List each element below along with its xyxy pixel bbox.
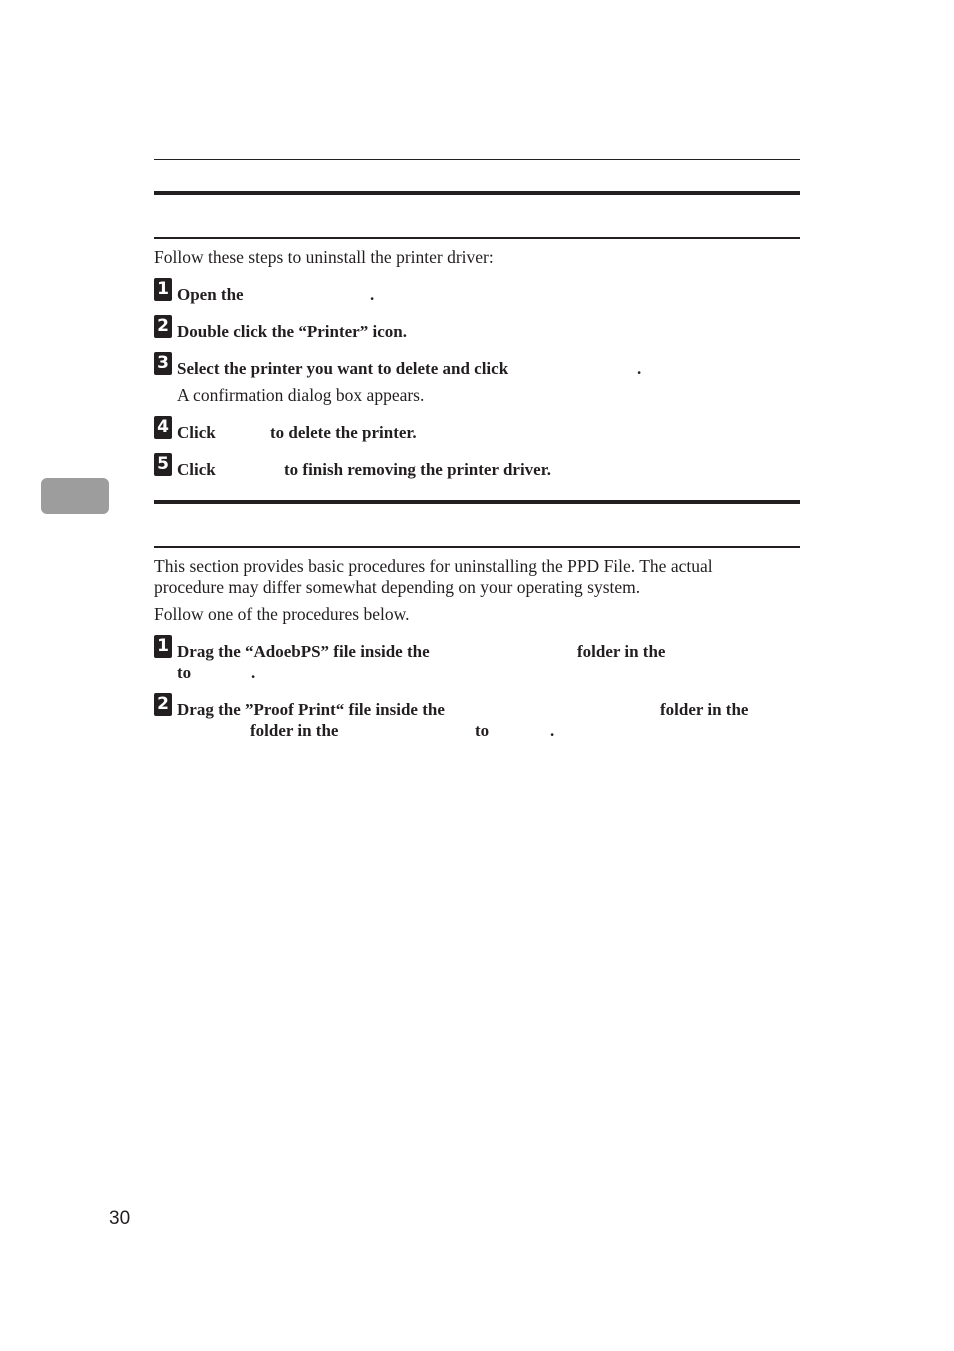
section1-intro: Follow these steps to uninstall the printer driver: [154,247,494,267]
ppd-step-2-text-b: folder in the [660,700,749,719]
section2-intro-line1: This section provides basic procedures for uninstalling the PPD File. The actual [154,556,713,576]
step-number-1: 1 [154,278,172,301]
step-3-text-b: . [637,359,642,378]
ppd-step-1-text-d: . [251,663,256,682]
ppd-step-number-1: 1 [154,635,172,658]
step-5-text-b: to finish removing the printer driver. [284,460,551,479]
ppd-step-1-text-a: Drag the “AdoebPS” file inside the [177,642,430,661]
ppd-step-1-text-b: folder in the [577,642,666,661]
step-number-2: 2 [154,315,172,338]
section2-follow: Follow one of the procedures below. [154,604,410,624]
step-number-4: 4 [154,416,172,439]
step-1-text-b: . [370,285,375,304]
header-rule [154,159,800,160]
step-3-text-a: Select the printer you want to delete and click [177,359,509,378]
ppd-step-2-text-e: . [550,721,555,740]
step-1-text-a: Open the [177,285,244,304]
section1-heading-bottom-rule [154,237,800,239]
step-4-text-b: to delete the printer. [270,423,417,442]
step-5-text-a: Click [177,460,216,479]
step-number-3: 3 [154,352,172,375]
step-4-text-a: Click [177,423,216,442]
step-3-note: A confirmation dialog box appears. [177,385,425,405]
ppd-step-2-text-c: folder in the [250,721,339,740]
section2-heading-bottom-rule [154,546,800,548]
section2-intro-line2: procedure may differ somewhat depending on your operating system. [154,577,641,597]
ppd-step-2-text-d: to [475,721,490,740]
ppd-step-number-2: 2 [154,693,172,716]
section1-heading-top-rule [154,191,800,195]
ppd-step-1-text-c: to [177,663,192,682]
ppd-step-2-text-a: Drag the ”Proof Print“ file inside the [177,700,445,719]
step-number-5: 5 [154,453,172,476]
page-number: 30 [109,1208,131,1229]
chapter-tab [41,478,109,514]
step-2-text: Double click the “Printer” icon. [177,322,407,341]
section2-heading-top-rule [154,500,800,504]
